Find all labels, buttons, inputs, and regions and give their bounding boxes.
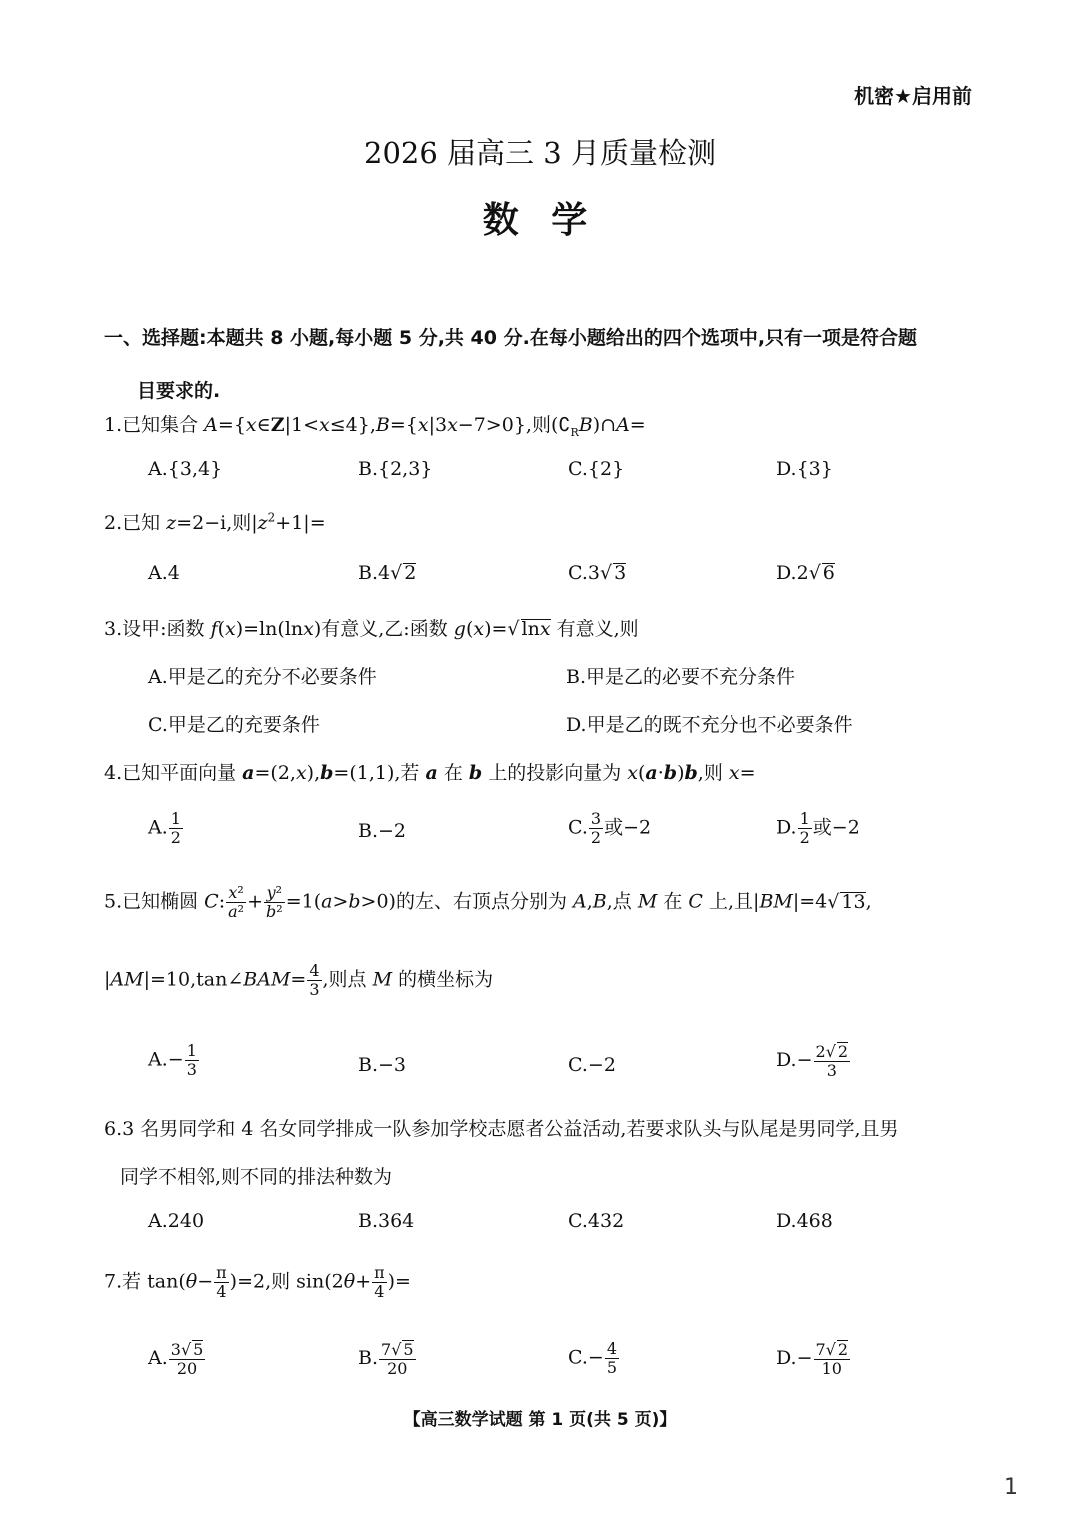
question-1-options bbox=[148, 458, 988, 498]
option-a: A.4 bbox=[148, 562, 180, 584]
question-7-options bbox=[148, 1340, 988, 1380]
option-a: A.− $\frac{1}{3}$ bbox=[148, 1041, 197, 1079]
option-d: D.468 bbox=[776, 1210, 833, 1232]
page-number: 1 bbox=[1004, 1475, 1018, 1500]
option-b: B.364 bbox=[358, 1210, 415, 1232]
option-c: C.−2 bbox=[568, 1054, 616, 1076]
section-line-1: 一、选择题:本题共 8 小题,每小题 5 分,共 40 分.在每小题给出的四个选项中,只有一项是符合题 bbox=[104, 327, 918, 349]
option-a: A. $\frac{3√ 5}{20}$ bbox=[148, 1340, 206, 1378]
option-a: A. $\frac{1}{2}$ bbox=[148, 809, 181, 847]
option-d: D.甲是乙的既不充分也不必要条件 bbox=[566, 714, 853, 736]
option-c: C. $\frac{3}{2}$ 或−2 bbox=[568, 809, 652, 847]
option-a: A.{3,4} bbox=[148, 458, 223, 480]
option-d: D.− $\frac{2√ 2}{3}$ bbox=[776, 1042, 851, 1080]
section-line-2: 目要求的. bbox=[137, 380, 221, 402]
option-c: C.− $\frac{4}{5}$ bbox=[568, 1339, 618, 1377]
option-b: B.4√ 2 bbox=[358, 562, 416, 584]
question-6-stem-line-1: 6.3 名男同学和 4 名女同学排成一队参加学校志愿者公益活动,若要求队头与队尾是男同学,且男 bbox=[104, 1118, 899, 1140]
question-6-stem-line-2: 同学不相邻,则不同的排法种数为 bbox=[120, 1166, 393, 1188]
question-2-stem: 2.已知 z=2−i,则$|z^2+1|=$ bbox=[104, 510, 326, 534]
question-4-stem: 4.已知平面向量 a=(2,x),b=(1,1),若 a 在 b 上的投影向量为 x(a·b)b,则 x= bbox=[104, 762, 756, 784]
question-6-options bbox=[148, 1210, 988, 1250]
option-c: C.{2} bbox=[568, 458, 625, 480]
question-7-stem: 7.若 tan(θ− $\frac{\pi}{4}$ )=2,则 sin(2θ+ $\frac{\pi}{4}$ )= bbox=[104, 1263, 411, 1301]
question-5-stem-line-2: |AM|=10,tan∠BAM= $\frac{4}{3}$ ,则点 M 的横坐标为 bbox=[104, 961, 494, 999]
page-footer: 【高三数学试题 第 1 页(共 5 页)】 bbox=[403, 1410, 677, 1430]
section-heading bbox=[104, 312, 984, 418]
question-4-options bbox=[148, 810, 988, 850]
option-b: B.−3 bbox=[358, 1054, 407, 1076]
question-1-stem: 1.已知集合 A={x∈Z|1<x≤4},B={x|3x−7>0},则$(∁_RB)\cap A=$ bbox=[104, 414, 646, 439]
option-d: D.2√ 6 bbox=[776, 562, 835, 584]
question-5-options bbox=[148, 1042, 988, 1082]
question-3-options-row-2 bbox=[148, 710, 988, 750]
option-d: D.{3} bbox=[776, 458, 833, 480]
option-b: B.−2 bbox=[358, 820, 407, 842]
option-a: A.240 bbox=[148, 1210, 205, 1232]
option-b: B.{2,3} bbox=[358, 458, 433, 480]
option-b: B.甲是乙的必要不充分条件 bbox=[566, 666, 796, 688]
option-c: C.432 bbox=[568, 1210, 625, 1232]
question-3-stem: 3.设甲:函数 f(x)=ln(lnx)有意义,乙:函数 g(x)=√ lnx 有意义,则 bbox=[104, 614, 639, 641]
subject-title: 数 学 bbox=[482, 200, 598, 241]
question-3-options-row-1 bbox=[148, 662, 988, 702]
option-d: D. $\frac{1}{2}$ 或−2 bbox=[776, 809, 860, 847]
question-2-options bbox=[148, 562, 988, 602]
option-a: A.甲是乙的充分不必要条件 bbox=[148, 666, 377, 688]
option-d: D.− $\frac{7√ 2}{10}$ bbox=[776, 1340, 851, 1378]
question-5-stem-line-1: 5.已知椭圆 C: $\frac{\text{x²}}{\text{a²}}$ + $\frac{\text{y²}}{\text{b²}}$ =1(a>b>0)的左、右顶点分别为 A,B,点 M 在 C 上,且|BM|=4√ 13, bbox=[104, 884, 872, 921]
option-c: C.3√ 3 bbox=[568, 562, 626, 584]
option-b: B. $\frac{7√ 5}{20}$ bbox=[358, 1340, 417, 1378]
confidential-label: 机密★启用前 bbox=[854, 84, 972, 108]
option-c: C.甲是乙的充要条件 bbox=[148, 714, 320, 736]
exam-title: 2026 届高三 3 月质量检测 bbox=[364, 136, 716, 170]
